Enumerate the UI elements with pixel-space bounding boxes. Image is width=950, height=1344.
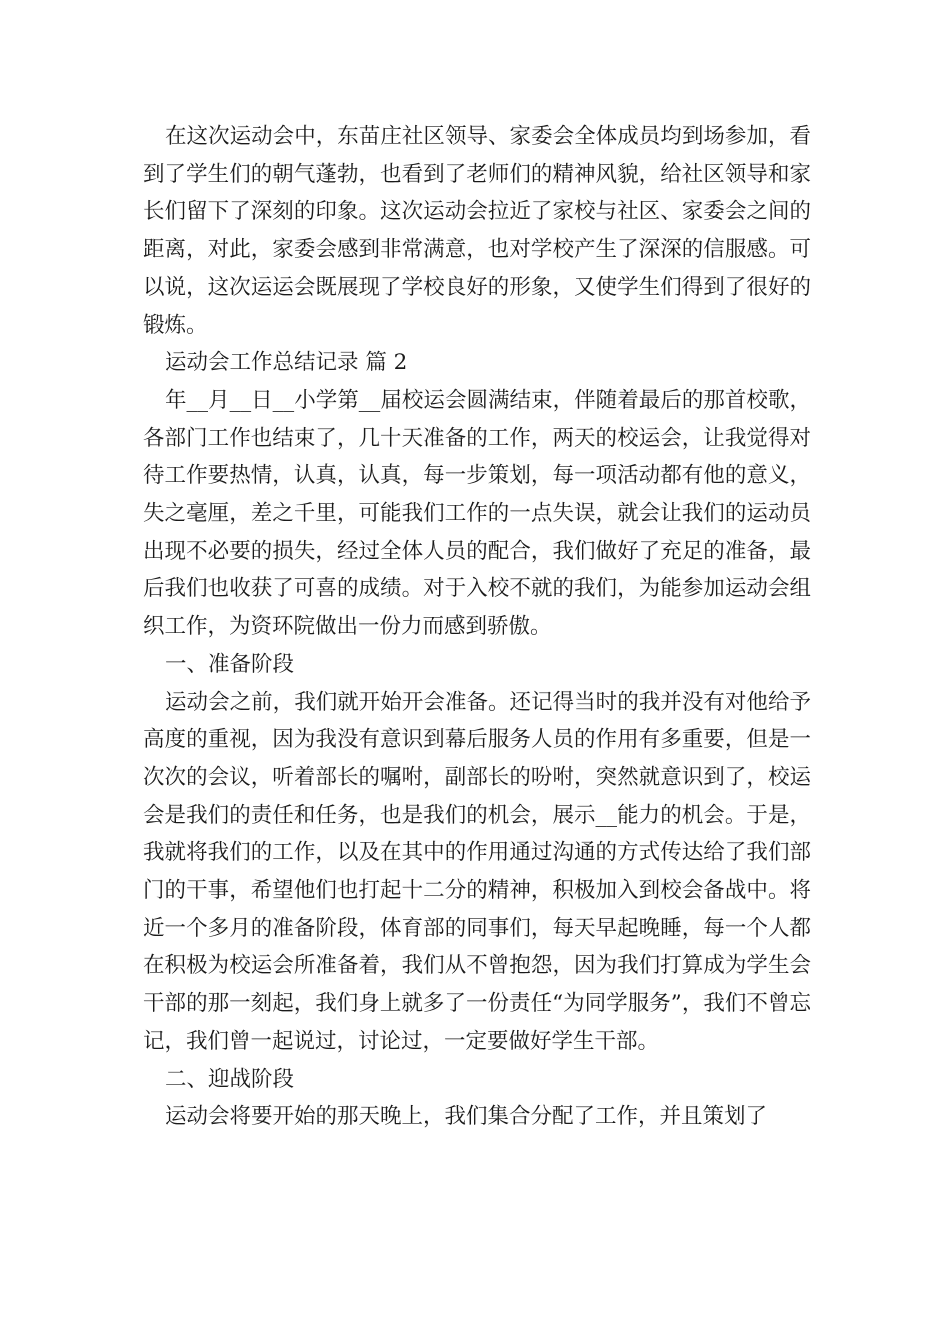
section-title-summary-2: 运动会工作总结记录 篇 2	[165, 350, 408, 376]
heading-preparation-stage: 一、准备阶段	[165, 651, 295, 677]
heading-competition-stage: 二、迎战阶段	[165, 1066, 295, 1092]
paragraph-competition-start: 运动会将要开始的那天晚上，我们集合分配了工作，并且策划了	[165, 1104, 768, 1130]
paragraph-preparation: 运动会之前，我们就开始开会准备。还记得当时的我并没有对他给予高度的重视，因为我没有意识到幕后服务人员的作用有多重要，但是一次次的会议，听着部长的嘱咐，副部长的吩咐，突然就意识到了，校运会是我们的责任和任务，也是我们的机会，展示__能力的机会。于是，我就将我们的工作，以及在其中的作用通过沟通的方式传达给了我们部门的干事，希望他们也打起十二分的精神，积极加入到校会备战中。将近一个多月的准备阶段，体育部的同事们，每天早起晚睡，每一个人都在积极为校运会所准备着，我们从不曾抱怨，因为我们打算成为学生会干部的那一刻起，我们身上就多了一份责任“为同学服务”，我们不曾忘记，我们曾一起说过，讨论过，一定要做好学生干部。	[143, 689, 811, 1054]
paragraph-sports-meet-ended: 年__月__日__小学第__届校运会圆满结束，伴随着最后的那首校歌，各部门工作也结束了，几十天准备的工作，两天的校运会，让我觉得对待工作要热情，认真，认真，每一步策划，每一项活动都有他的意义，失之毫厘，差之千里，可能我们工作的一点失误，就会让我们的运动员出现不必要的损失，经过全体人员的配合，我们做好了充足的准备，最后我们也收获了可喜的成绩。对于入校不就的我们，为能参加运动会组织工作，为资环院做出一份力而感到骄傲。	[143, 387, 811, 640]
paragraph-community-participation: 在这次运动会中，东苗庄社区领导、家委会全体成员均到场参加，看到了学生们的朝气蓬勃，也看到了老师们的精神风貌，给社区领导和家长们留下了深刻的印象。这次运动会拉近了家校与社区、家委会之间的距离，对此，家委会感到非常满意，也对学校产生了深深的信服感。可以说，这次运运会既展现了学校良好的形象，又使学生们得到了很好的锻炼。	[143, 124, 811, 338]
document-page	[143, 118, 811, 1136]
